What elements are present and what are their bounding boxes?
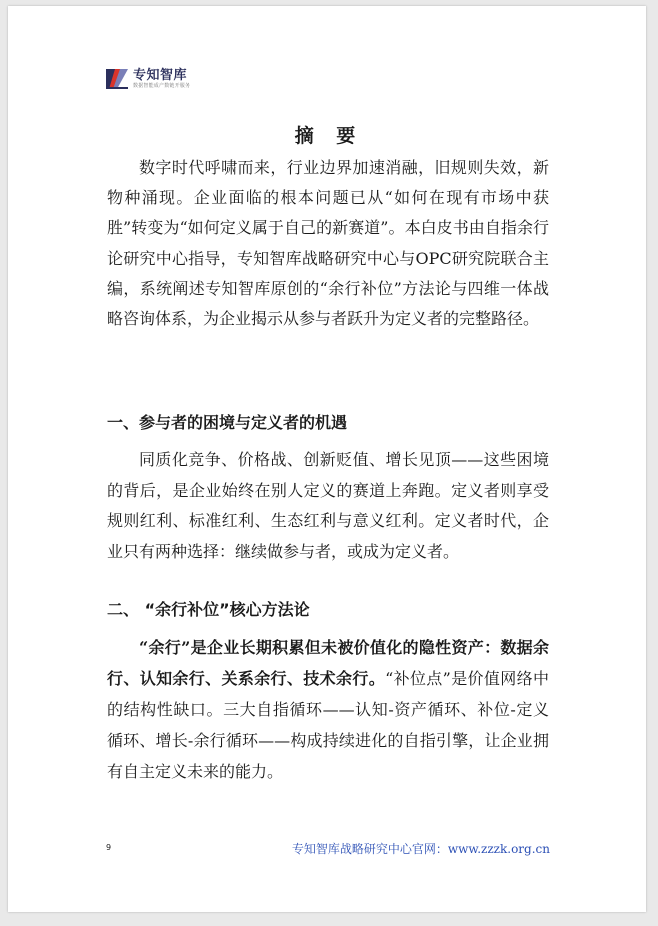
logo-name: 专知智库 xyxy=(133,68,188,83)
section-heading-dilemma: 一、参与者的困境与定义者的机遇 xyxy=(107,413,348,432)
methodology-key-statement: “余行”是企业长期积累但未被价值化的隐性资产：数据余行、认知余行、关系余行、技术余行。 xyxy=(107,638,549,688)
methodology-detail: “补位点”是价值网络中的结构性缺口。三大自指循环——认知-资产循环、补位-定义循环、增长-余行循环——构成持续进化的自指引擎，让企业拥有自主定义未来的能力。 xyxy=(107,669,549,781)
footer-website-link[interactable]: 专知智库战略研究中心官网：www.zzzk.org.cn xyxy=(291,842,550,856)
section-dilemma-paragraph: 同质化竞争、价格战、创新贬值、增长见顶——这些困境的背后，是企业始终在别人定义的赛道上奔跑。定义者则享受规则红利、标准红利、生态红利与意义红利。定义者时代，企业只有两种选择：继续做参与者，或成为定义者。 xyxy=(107,450,549,561)
brand-logo xyxy=(104,66,190,92)
page-title: 摘 要 xyxy=(294,125,364,147)
logo-slogan: 数据智能成产数链开服务 xyxy=(133,83,191,89)
logo-mark-icon xyxy=(104,66,130,92)
section-heading-methodology: 二、 “余行补位”核心方法论 xyxy=(107,600,310,619)
page-number: 9 xyxy=(106,843,112,852)
intro-paragraph: 数字时代呼啸而来，行业边界加速消融，旧规则失效，新物种涌现。企业面临的根本问题已从“如何在现有市场中获胜”转变为“如何定义属于自己的新赛道”。本白皮书由自指余行论研究中心指导，专知智库战略研究中心与OPC研究院联合主编，系统阐述专知智库原创的“余行补位”方法论与四维一体战略咨询体系，为企业揭示从参与者跃升为定义者的完整路径。 xyxy=(107,158,549,329)
section-methodology-paragraph xyxy=(107,632,549,787)
